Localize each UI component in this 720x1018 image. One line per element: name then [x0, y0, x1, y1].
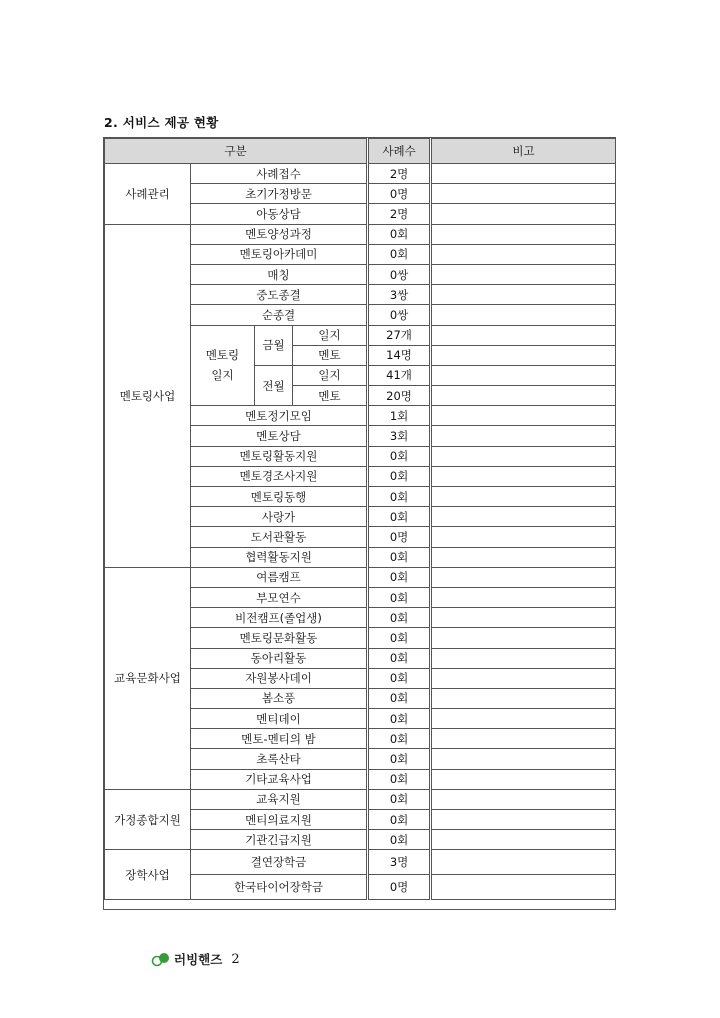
- item-label: 초록산타: [191, 749, 368, 769]
- table-row: [105, 224, 616, 244]
- item-note: [431, 305, 616, 325]
- item-label: 사례접수: [191, 164, 368, 184]
- item-label: 협력활동지원: [191, 547, 368, 567]
- item-count: 0회: [368, 749, 431, 769]
- item-count: 0명: [368, 527, 431, 547]
- item-count: 27개: [368, 325, 431, 345]
- item-count: 0명: [368, 875, 431, 900]
- item-label: 사랑가: [191, 507, 368, 527]
- item-note: [431, 628, 616, 648]
- journal-period-current: 금월: [255, 325, 293, 365]
- item-count: 0회: [368, 587, 431, 607]
- item-count: 0회: [368, 628, 431, 648]
- item-count: 0쌍: [368, 305, 431, 325]
- item-count: 0회: [368, 688, 431, 708]
- item-label: 멘토링동행: [191, 487, 368, 507]
- item-note: [431, 285, 616, 305]
- item-note: [431, 608, 616, 628]
- item-count: 0회: [368, 709, 431, 729]
- item-count: 0회: [368, 244, 431, 264]
- item-note: [431, 365, 616, 385]
- item-count: 0회: [368, 487, 431, 507]
- item-note: [431, 850, 616, 875]
- page-number: 2: [231, 951, 240, 967]
- item-note: [431, 547, 616, 567]
- item-count: 3명: [368, 850, 431, 875]
- item-count: 20명: [368, 386, 431, 406]
- table-row: [105, 850, 616, 875]
- journal-sub-label: 일지: [293, 365, 368, 385]
- item-count: 0회: [368, 729, 431, 749]
- item-label: 결연장학금: [191, 850, 368, 875]
- item-note: [431, 688, 616, 708]
- item-label: 도서관활동: [191, 527, 368, 547]
- item-label: 매칭: [191, 264, 368, 284]
- item-label: 기타교육사업: [191, 769, 368, 789]
- item-count: 0회: [368, 810, 431, 830]
- table-row: [105, 789, 616, 809]
- item-note: [431, 567, 616, 587]
- item-label: 아동상담: [191, 204, 368, 224]
- item-label: 여름캠프: [191, 567, 368, 587]
- item-note: [431, 244, 616, 264]
- footer: [151, 950, 240, 968]
- item-note: [431, 648, 616, 668]
- group-label-scholarship: 장학사업: [105, 850, 191, 900]
- header-count: 사례수: [368, 139, 431, 164]
- loving-hands-logo-icon: [151, 951, 171, 967]
- item-label: 한국타이어장학금: [191, 875, 368, 900]
- item-note: [431, 345, 616, 365]
- item-note: [431, 164, 616, 184]
- section-title: 2. 서비스 제공 현황: [104, 115, 219, 130]
- item-note: [431, 789, 616, 809]
- journal-sub-label: 일지: [293, 325, 368, 345]
- item-label: 부모연수: [191, 587, 368, 607]
- item-note: [431, 325, 616, 345]
- journal-sub-label: 멘토: [293, 345, 368, 365]
- group-label-education: 교육문화사업: [105, 567, 191, 789]
- item-count: 0회: [368, 466, 431, 486]
- item-count: 14명: [368, 345, 431, 365]
- item-note: [431, 729, 616, 749]
- item-label: 멘토양성과정: [191, 224, 368, 244]
- item-count: 0회: [368, 769, 431, 789]
- item-count: 0명: [368, 184, 431, 204]
- table-row: [105, 567, 616, 587]
- item-note: [431, 709, 616, 729]
- item-note: [431, 527, 616, 547]
- item-label: 비전캠프(졸업생): [191, 608, 368, 628]
- item-count: 1회: [368, 406, 431, 426]
- group-label-case: 사례관리: [105, 164, 191, 225]
- item-note: [431, 769, 616, 789]
- item-label: 멘토-멘티의 밤: [191, 729, 368, 749]
- item-note: [431, 507, 616, 527]
- item-count: 0회: [368, 224, 431, 244]
- journal-label: 멘토링 일지: [191, 325, 255, 406]
- item-note: [431, 830, 616, 850]
- item-count: 0회: [368, 446, 431, 466]
- item-count: 0회: [368, 668, 431, 688]
- header-category: 구분: [105, 139, 368, 164]
- journal-period-previous: 전월: [255, 365, 293, 405]
- group-label-mentoring: 멘토링사업: [105, 224, 191, 567]
- item-label: 초기가정방문: [191, 184, 368, 204]
- item-label: 멘토링아카데미: [191, 244, 368, 264]
- item-label: 자원봉사데이: [191, 668, 368, 688]
- item-label: 멘티데이: [191, 709, 368, 729]
- item-label: 동아리활동: [191, 648, 368, 668]
- logo-text: 러빙핸즈: [174, 952, 223, 967]
- table-row: [105, 164, 616, 184]
- item-label: 멘토링문화활동: [191, 628, 368, 648]
- item-note: [431, 446, 616, 466]
- item-note: [431, 487, 616, 507]
- group-label-family: 가정종합지원: [105, 789, 191, 850]
- item-count: 3회: [368, 426, 431, 446]
- item-note: [431, 466, 616, 486]
- item-note: [431, 406, 616, 426]
- header-row: [105, 139, 616, 164]
- item-count: 2명: [368, 164, 431, 184]
- item-label: 멘토링활동지원: [191, 446, 368, 466]
- service-table: [104, 138, 616, 900]
- item-note: [431, 875, 616, 900]
- item-label: 기관긴급지원: [191, 830, 368, 850]
- item-note: [431, 810, 616, 830]
- item-count: 0회: [368, 608, 431, 628]
- item-count: 0회: [368, 507, 431, 527]
- item-label: 교육지원: [191, 789, 368, 809]
- item-label: 멘토경조사지원: [191, 466, 368, 486]
- item-label: 멘티의료지원: [191, 810, 368, 830]
- journal-sub-label: 멘토: [293, 386, 368, 406]
- item-note: [431, 749, 616, 769]
- item-count: 41개: [368, 365, 431, 385]
- item-count: 0회: [368, 567, 431, 587]
- item-count: 0회: [368, 789, 431, 809]
- item-count: 2명: [368, 204, 431, 224]
- item-label: 순종결: [191, 305, 368, 325]
- item-count: 0회: [368, 648, 431, 668]
- item-count: 0회: [368, 547, 431, 567]
- item-note: [431, 668, 616, 688]
- item-note: [431, 204, 616, 224]
- item-label: 멘토상담: [191, 426, 368, 446]
- item-note: [431, 264, 616, 284]
- item-count: 3쌍: [368, 285, 431, 305]
- header-note: 비고: [431, 139, 616, 164]
- item-count: 0쌍: [368, 264, 431, 284]
- item-label: 봄소풍: [191, 688, 368, 708]
- item-note: [431, 224, 616, 244]
- item-label: 중도종결: [191, 285, 368, 305]
- item-note: [431, 386, 616, 406]
- item-count: 0회: [368, 830, 431, 850]
- item-label: 멘토정기모임: [191, 406, 368, 426]
- item-note: [431, 426, 616, 446]
- item-note: [431, 587, 616, 607]
- item-note: [431, 184, 616, 204]
